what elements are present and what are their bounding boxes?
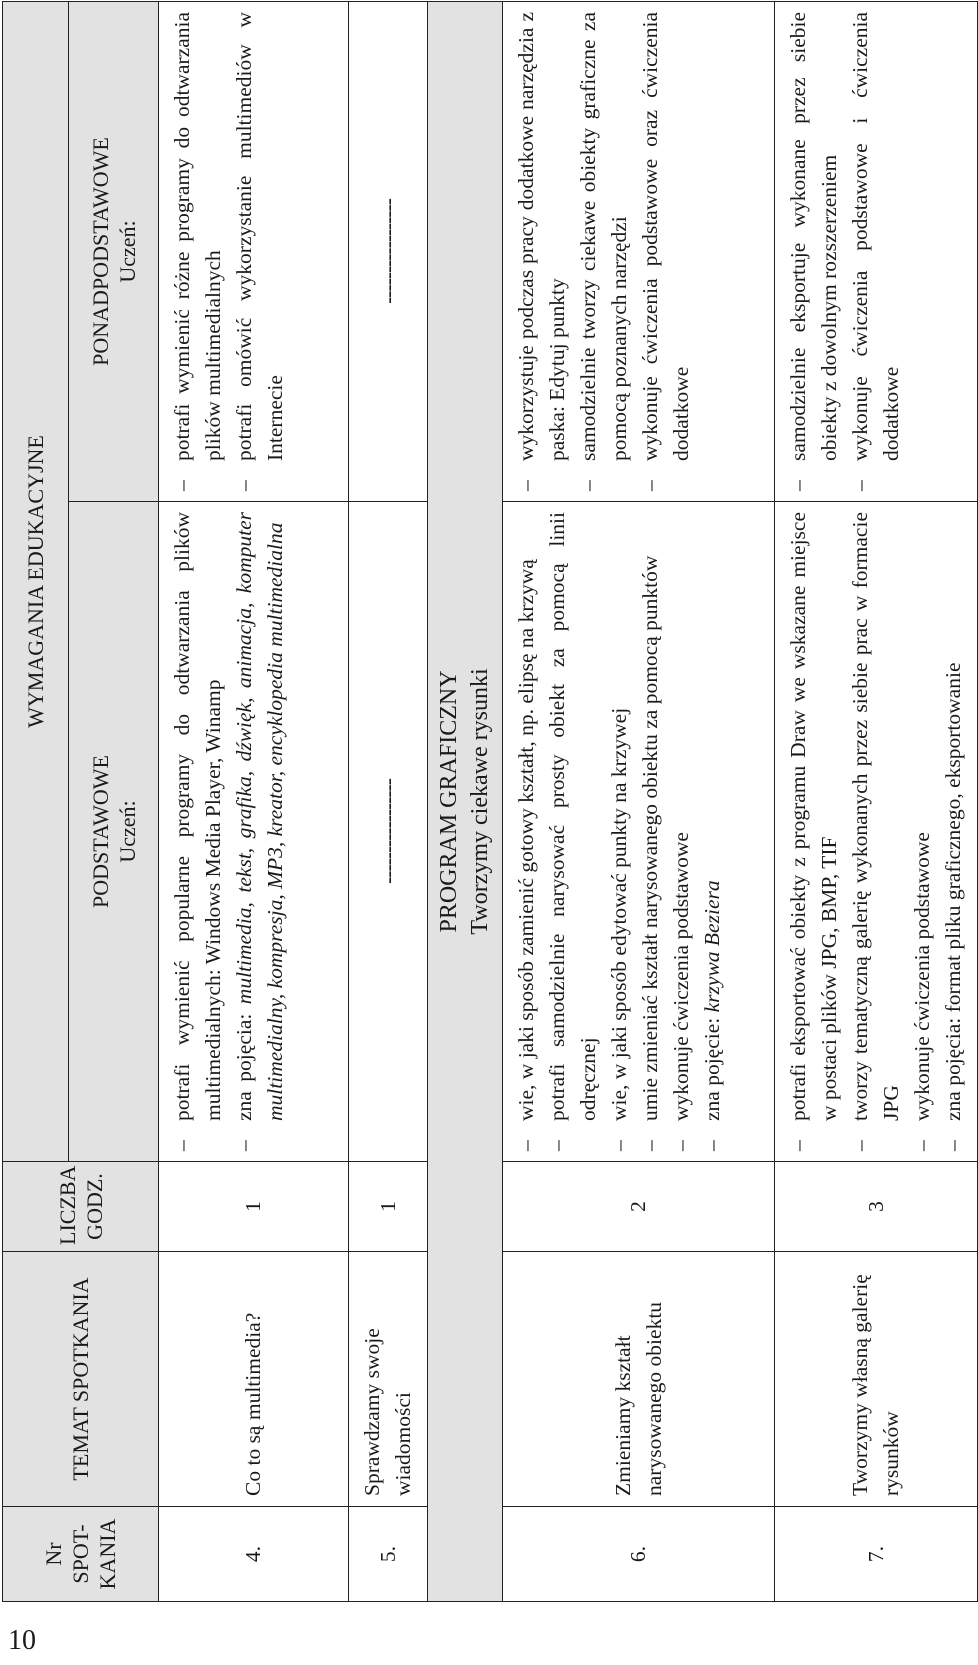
row-hours: 3 [775,1162,978,1252]
row-hours: 1 [349,1162,428,1252]
list-item: – potrafi wymienić popularne programy do odtwarzania plików multimedialnych: Windows Media Player, Winamp [167,512,229,1151]
list-item: – umie zmieniać kształt narysowanego obiektu za pomocą punktów [635,512,666,1151]
section-title: PROGRAM GRAFICZNY [436,670,462,933]
header-basic-sub: Uczeń: [114,800,140,863]
table-row [775,1,978,1601]
header-row [3,1,69,1601]
table-row [503,1,775,1601]
header-advanced-sub: Uczeń: [114,220,140,283]
header-requirements: WYMAGANIA EDUKACYJNE [3,1,69,1161]
row-advanced [159,1,349,501]
list-item: – samodzielnie tworzy ciekawe obiekty graficzne za pomocą poznanych narzędzi [573,12,635,491]
row-advanced-empty: ----------------- [349,1,428,501]
row-basic-empty: ----------------- [349,502,428,1162]
list-item: – wykonuje ćwiczenia podstawowe oraz ćwiczenia dodatkowe [635,12,697,491]
row-basic [503,502,775,1162]
list-item: – wykonuje ćwiczenia podstawowe i ćwiczenia dodatkowe [845,12,907,491]
row-nr: 4. [159,1507,349,1602]
header-advanced [69,1,159,501]
row-basic [159,502,349,1162]
list-item: – potrafi samodzielnie narysować prosty obiekt za pomocą linii odręcznej [542,512,604,1151]
page-number: 10 [8,1625,36,1656]
table-row [349,1,428,1601]
list-item: – tworzy tematyczną galerię wykonanych przez siebie prac w formacie JPG [845,512,907,1151]
header-advanced-title: PONADPODSTAWOWE [87,137,113,366]
row-nr: 5. [349,1507,428,1602]
list-item: – zna pojęcie: krzywa Beziera [697,512,728,1151]
row-topic: Zmieniamy kształt narysowanego obiektu [503,1252,775,1507]
table-row [159,1,349,1601]
requirements-table [2,1,978,1602]
section-subtitle: Tworzymy ciekawe rysunki [467,668,493,935]
list-item: – wykorzystuje podczas pracy dodatkowe narzędzia z paska: Edytuj punkty [511,12,573,491]
header-nr: Nr SPOT-KANIA [3,1507,159,1602]
list-item: – potrafi eksportować obiekty z programu Draw we wskazane miejsce w postaci plików JPG, BMP, TIF [783,512,845,1151]
row-nr: 6. [503,1507,775,1602]
list-item: – zna pojęcia: format pliku graficznego, eksportowanie [938,512,969,1151]
row-advanced [503,1,775,501]
row-nr: 7. [775,1507,978,1602]
row-hours: 2 [503,1162,775,1252]
rotated-page [2,2,965,1602]
section-row [428,1,503,1601]
header-basic-title: PODSTAWOWE [87,755,113,908]
row-advanced [775,1,978,501]
row-topic: Sprawdzamy swoje wiadomości [349,1252,428,1507]
header-topic: TEMAT SPOTKANIA [3,1252,159,1507]
row-hours: 1 [159,1162,349,1252]
row-basic [775,502,978,1162]
header-basic [69,502,159,1162]
list-item: – potrafi wymienić różne programy do odtwarzania plików multimedialnych [167,12,229,491]
row-topic: Co to są multimedia? [159,1252,349,1507]
row-topic: Tworzymy własną galerię rysunków [775,1252,978,1507]
list-item: – samodzielnie eksportuje wykonane przez siebie obiekty z dowolnym rozszerzeniem [783,12,845,491]
list-item: – wykonuje ćwiczenia podstawowe [666,512,697,1151]
list-item: – wie, w jaki sposób zamienić gotowy kształt, np. elipsę na krzywą [511,512,542,1151]
list-item: – wie, w jaki sposób edytować punkty na krzywej [604,512,635,1151]
list-item: – wykonuje ćwiczenia podstawowe [907,512,938,1151]
list-item: – potrafi omówić wykorzystanie multimediów w Internecie [229,12,291,491]
list-item: – zna pojęcia: multimedia, tekst, grafika, dźwięk, animacja, komputer multimedialny, kompresja, MP3, kreator, encyklopedia multimedialna [229,512,291,1151]
header-hours: LICZBA GODZ. [3,1162,159,1252]
section-heading [428,1,503,1601]
